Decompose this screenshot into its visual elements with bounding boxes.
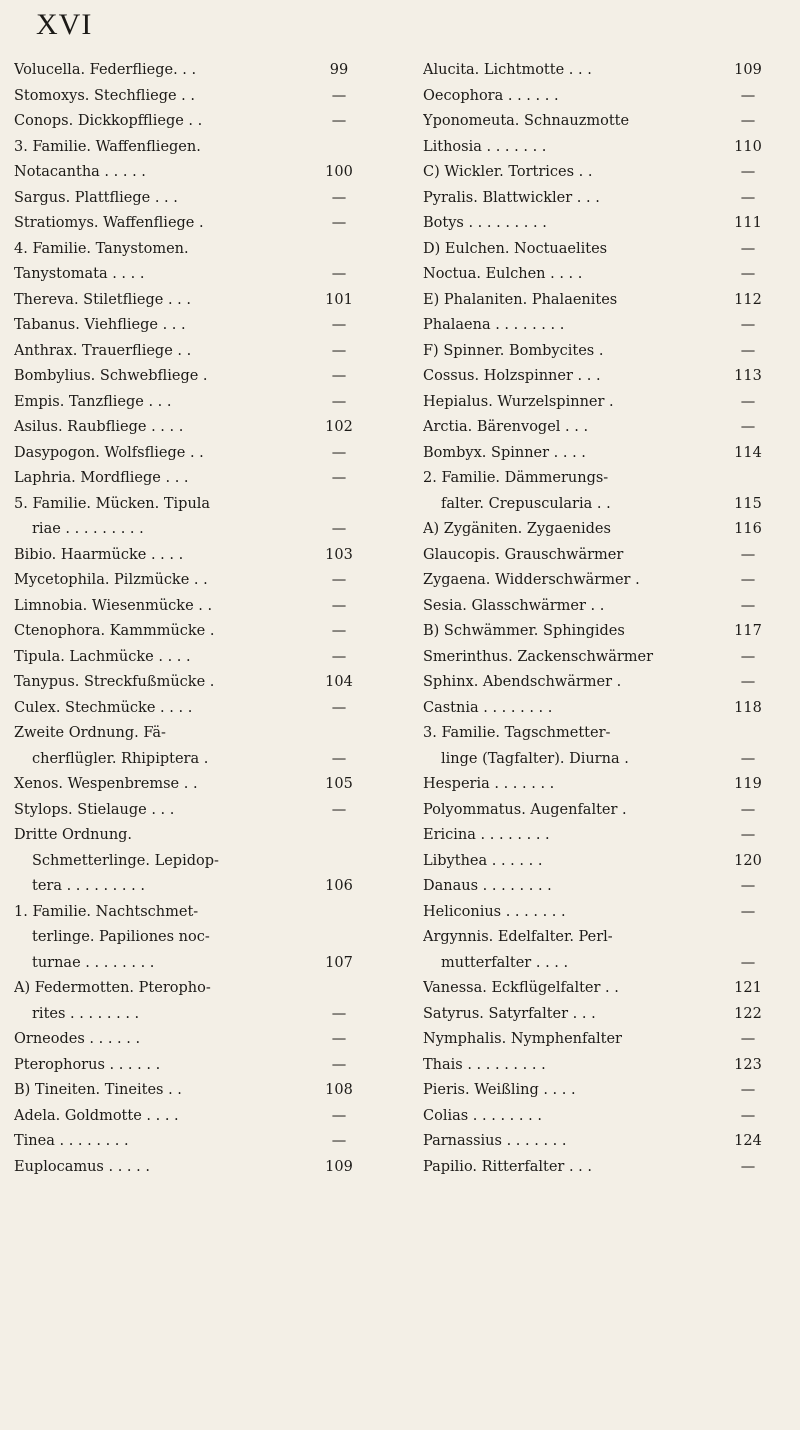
entry-page-number: — [740, 827, 756, 843]
index-entry [14, 925, 359, 951]
entry-text: Notacantha . . . . . [14, 164, 146, 180]
entry-text: rites . . . . . . . . [32, 1005, 140, 1022]
index-entry [423, 619, 768, 645]
entry-page-number: 105 [325, 776, 353, 792]
index-entry [14, 645, 359, 671]
index-entry [423, 517, 768, 543]
index-entry [423, 288, 768, 314]
index-entry [14, 186, 359, 212]
index-entry [14, 696, 359, 722]
entry-text: F) Spinner. Bombycites . [423, 342, 604, 359]
entry-text: Tanystomata . . . . [14, 266, 145, 282]
entry-page-number: 122 [734, 1005, 762, 1022]
index-entry [14, 951, 359, 977]
index-entry [14, 568, 359, 594]
entry-page-number: 100 [325, 164, 353, 180]
index-entry [423, 160, 768, 186]
index-entry [14, 1078, 359, 1104]
index-entry [423, 670, 768, 696]
entry-text: Stratiomys. Waffenfliege . [14, 215, 204, 231]
entry-page-number: — [740, 1031, 756, 1047]
entry-text: Tipula. Lachmücke . . . . [14, 648, 191, 665]
entry-page-number: — [740, 954, 756, 971]
entry-text: terlinge. Papiliones noc- [32, 929, 210, 945]
entry-page-number: 112 [734, 291, 762, 308]
entry-page-number: — [740, 878, 756, 894]
entry-page-number: 110 [734, 138, 762, 155]
entry-page-number: — [740, 801, 756, 818]
index-entry [14, 364, 359, 390]
entry-text: Culex. Stechmücke . . . . [14, 699, 193, 716]
entry-page-number: 118 [734, 699, 762, 716]
entry-page-number: 119 [734, 776, 762, 792]
entry-text: Lithosia . . . . . . . [423, 138, 547, 155]
entry-page-number: 102 [325, 419, 353, 435]
entry-page-number: — [331, 623, 347, 639]
entry-page-number: — [740, 317, 756, 333]
entry-page-number: 123 [734, 1056, 762, 1073]
entry-page-number: — [740, 674, 756, 690]
index-entry [423, 135, 768, 161]
entry-text: Danaus . . . . . . . . [423, 878, 552, 894]
index-entry [14, 415, 359, 441]
entry-text: Noctua. Eulchen . . . . [423, 266, 583, 282]
index-entry [423, 1053, 768, 1079]
index-entry [423, 339, 768, 365]
entry-page-number: — [331, 393, 347, 410]
entry-text: Adela. Goldmotte . . . . [14, 1107, 179, 1124]
entry-page-number: 99 [329, 62, 349, 78]
index-entry [423, 1078, 768, 1104]
entry-text: Stomoxys. Stechfliege . . [14, 87, 195, 104]
index-entry [423, 84, 768, 110]
entry-page-number: — [331, 317, 347, 333]
entry-text: Schmetterlinge. Lepidop- [32, 852, 219, 869]
entry-page-number: — [740, 189, 756, 206]
index-entry [14, 849, 359, 875]
entry-page-number: — [740, 1107, 756, 1124]
index-entry [14, 109, 359, 135]
index-entry [14, 58, 359, 84]
entry-text: Heliconius . . . . . . . [423, 903, 566, 920]
entry-page-number: 101 [325, 291, 353, 308]
index-entry [14, 237, 359, 263]
entry-page-number: 117 [734, 623, 762, 639]
index-entry [423, 721, 768, 747]
entry-page-number: — [331, 597, 347, 614]
entry-text: 3. Familie. Tagschmetter- [423, 725, 611, 741]
index-entry [14, 721, 359, 747]
entry-text: Satyrus. Satyrfalter . . . [423, 1005, 596, 1022]
index-entry [14, 1027, 359, 1053]
index-entry [14, 313, 359, 339]
entry-page-number: — [331, 1031, 347, 1047]
entry-page-number: — [740, 572, 756, 588]
index-entry [14, 900, 359, 926]
index-entry [14, 211, 359, 237]
entry-text: Thereva. Stiletfliege . . . [14, 291, 192, 308]
entry-text: Euplocamus . . . . . [14, 1158, 150, 1175]
index-entry [423, 900, 768, 926]
entry-text: Nymphalis. Nymphenfalter [423, 1031, 622, 1047]
index-entry [14, 823, 359, 849]
index-entry [423, 109, 768, 135]
index-entry [423, 441, 768, 467]
entry-page-number: 116 [734, 521, 762, 537]
entry-text: Glaucopis. Grauschwärmer [423, 546, 624, 563]
entry-text: 1. Familie. Nachtschmet- [14, 903, 199, 920]
entry-page-number: — [331, 215, 347, 231]
entry-text: Colias . . . . . . . . [423, 1107, 542, 1124]
entry-text: cherflügler. Rhipiptera . [32, 750, 209, 767]
entry-text: Castnia . . . . . . . . [423, 699, 553, 716]
index-entry [423, 951, 768, 977]
entry-text: linge (Tagfalter). Diurna . [441, 750, 629, 767]
entry-text: B) Tineiten. Tineites . . [14, 1082, 182, 1098]
entry-page-number: 111 [734, 215, 762, 231]
entry-text: riae . . . . . . . . . [32, 521, 144, 537]
entry-text: Tinea . . . . . . . . [14, 1133, 129, 1149]
entry-page-number: — [331, 470, 347, 486]
index-entry [423, 1104, 768, 1130]
entry-page-number: — [740, 903, 756, 920]
entry-text: Parnassius . . . . . . . [423, 1133, 567, 1149]
entry-text: C) Wickler. Tortrices . . [423, 164, 593, 180]
entry-text: mutterfalter . . . . [441, 954, 569, 971]
entry-page-number: 121 [734, 980, 762, 996]
entry-page-number: — [331, 1005, 347, 1022]
entry-page-number: — [740, 1082, 756, 1098]
entry-text: Sargus. Plattfliege . . . [14, 189, 178, 206]
index-entry [423, 58, 768, 84]
entry-page-number: 115 [734, 495, 762, 512]
entry-text: Hepialus. Wurzelspinner . [423, 393, 614, 410]
entry-text: 3. Familie. Waffenfliegen. [14, 138, 201, 155]
entry-text: 2. Familie. Dämmerungs- [423, 470, 609, 486]
index-entry [423, 1027, 768, 1053]
entry-text: Hesperia . . . . . . . [423, 776, 555, 792]
index-entry [14, 772, 359, 798]
index-entry [14, 339, 359, 365]
entry-text: A) Zygäniten. Zygaenides [423, 521, 611, 537]
index-entry [423, 237, 768, 263]
index-entry [423, 466, 768, 492]
entry-page-number: — [331, 113, 347, 129]
entry-page-number: — [740, 164, 756, 180]
index-entry [423, 415, 768, 441]
entry-text: Ericina . . . . . . . . [423, 827, 550, 843]
index-entry [423, 1155, 768, 1181]
entry-page-number: 109 [734, 62, 762, 78]
entry-text: 4. Familie. Tanystomen. [14, 240, 189, 257]
entry-page-number: — [740, 648, 756, 665]
index-entry [423, 1129, 768, 1155]
index-entry [14, 135, 359, 161]
entry-text: Asilus. Raubfliege . . . . [14, 419, 184, 435]
index-entry [14, 747, 359, 773]
index-entry [14, 594, 359, 620]
index-entry [423, 874, 768, 900]
index-entry [423, 543, 768, 569]
entry-text: Bombylius. Schwebfliege . [14, 368, 208, 384]
entry-text: Limnobia. Wiesenmücke . . [14, 597, 213, 614]
entry-text: Oecophora . . . . . . [423, 87, 559, 104]
entry-page-number: — [331, 521, 347, 537]
entry-page-number: — [740, 342, 756, 359]
index-entry [423, 313, 768, 339]
entry-page-number: — [331, 648, 347, 665]
entry-text: falter. Crepuscularia . . [441, 495, 611, 512]
entry-page-number: — [740, 419, 756, 435]
entry-text: Alucita. Lichtmotte . . . [423, 62, 592, 78]
entry-text: Zweite Ordnung. Fä- [14, 725, 166, 741]
entry-text: Arctia. Bärenvogel . . . [423, 419, 589, 435]
entry-page-number: — [740, 546, 756, 563]
index-entry [14, 1129, 359, 1155]
entry-text: Dasypogon. Wolfsfliege . . [14, 444, 204, 461]
index-entry [423, 492, 768, 518]
index-entry [14, 798, 359, 824]
entry-text: Orneodes . . . . . . [14, 1031, 141, 1047]
index-entry [14, 262, 359, 288]
index-entry [14, 1053, 359, 1079]
entry-text: Empis. Tanzfliege . . . [14, 393, 172, 410]
index-entry [423, 798, 768, 824]
entry-page-number: — [331, 444, 347, 461]
entry-page-number: — [331, 368, 347, 384]
entry-text: Polyommatus. Augenfalter . [423, 801, 627, 818]
entry-text: Papilio. Ritterfalter . . . [423, 1158, 593, 1175]
entry-text: Dritte Ordnung. [14, 827, 133, 843]
entry-text: Smerinthus. Zackenschwärmer [423, 648, 654, 665]
index-entry [14, 1104, 359, 1130]
entry-page-number: — [740, 240, 756, 257]
entry-text: Tabanus. Viehfliege . . . [14, 317, 186, 333]
entry-text: Stylops. Stielauge . . . [14, 801, 175, 818]
index-entry [423, 186, 768, 212]
entry-text: Cossus. Holzspinner . . . [423, 368, 601, 384]
entry-page-number: — [331, 1056, 347, 1073]
index-entry [423, 211, 768, 237]
page-number: XVI [36, 8, 93, 41]
entry-page-number: 120 [734, 852, 762, 869]
index-entry [423, 1002, 768, 1028]
entry-text: Xenos. Wespenbremse . . [14, 776, 198, 792]
entry-text: Anthrax. Trauerfliege . . [14, 342, 192, 359]
index-entry [423, 823, 768, 849]
entry-page-number: — [740, 266, 756, 282]
index-column-left [14, 58, 359, 1180]
entry-text: E) Phalaniten. Phalaenites [423, 291, 618, 308]
entry-page-number: 107 [325, 954, 353, 971]
entry-page-number: 103 [325, 546, 353, 563]
index-entry [14, 670, 359, 696]
entry-text: Conops. Dickkopffliege . . [14, 113, 203, 129]
index-entry [14, 976, 359, 1002]
index-entry [423, 696, 768, 722]
entry-page-number: — [740, 393, 756, 410]
entry-text: D) Eulchen. Noctuaelites [423, 240, 608, 257]
entry-text: Pieris. Weißling . . . . [423, 1082, 576, 1098]
entry-text: Phalaena . . . . . . . . [423, 317, 565, 333]
entry-text: Argynnis. Edelfalter. Perl- [423, 929, 613, 945]
index-entry [14, 874, 359, 900]
entry-page-number: 108 [325, 1082, 353, 1098]
entry-text: Volucella. Federfliege. . . [14, 62, 197, 78]
entry-page-number: 106 [325, 878, 353, 894]
entry-text: Tanypus. Streckfußmücke . [14, 674, 215, 690]
entry-text: Mycetophila. Pilzmücke . . [14, 572, 208, 588]
entry-text: Ctenophora. Kammmücke . [14, 623, 215, 639]
index-entry [423, 976, 768, 1002]
entry-page-number: — [331, 1107, 347, 1124]
index-entry [423, 925, 768, 951]
index-column-right [423, 58, 768, 1180]
index-entry [14, 1002, 359, 1028]
entry-text: B) Schwämmer. Sphingides [423, 623, 625, 639]
index-entry [14, 543, 359, 569]
entry-text: Zygaena. Widderschwärmer . [423, 572, 640, 588]
entry-page-number: — [331, 699, 347, 716]
index-entry [14, 441, 359, 467]
entry-page-number: — [740, 750, 756, 767]
entry-page-number: 114 [734, 444, 762, 461]
entry-text: A) Federmotten. Pteropho- [14, 980, 211, 996]
index-entry [14, 1155, 359, 1181]
entry-page-number: — [331, 750, 347, 767]
entry-page-number: — [331, 266, 347, 282]
entry-text: turnae . . . . . . . . [32, 954, 155, 971]
entry-page-number: — [331, 572, 347, 588]
entry-page-number: — [331, 801, 347, 818]
entry-text: tera . . . . . . . . . [32, 878, 145, 894]
index-entry [14, 160, 359, 186]
index-entry [423, 645, 768, 671]
entry-page-number: — [331, 1133, 347, 1149]
entry-text: Bombyx. Spinner . . . . [423, 444, 586, 461]
entry-page-number: 109 [325, 1158, 353, 1175]
entry-page-number: — [740, 113, 756, 129]
index-entry [14, 466, 359, 492]
entry-page-number: — [740, 1158, 756, 1175]
entry-text: Bibio. Haarmücke . . . . [14, 546, 184, 563]
entry-text: Vanessa. Eckflügelfalter . . [423, 980, 619, 996]
index-entry [423, 262, 768, 288]
index-entry [423, 364, 768, 390]
entry-text: Thais . . . . . . . . . [423, 1056, 546, 1073]
index-entry [423, 568, 768, 594]
entry-page-number: — [331, 342, 347, 359]
entry-page-number: — [331, 87, 347, 104]
entry-text: Pterophorus . . . . . . [14, 1056, 161, 1073]
index-entry [423, 390, 768, 416]
index-entry [423, 747, 768, 773]
index-entry [14, 492, 359, 518]
entry-text: Yponomeuta. Schnauzmotte [423, 113, 630, 129]
entry-text: Botys . . . . . . . . . [423, 215, 547, 231]
entry-text: Libythea . . . . . . [423, 852, 543, 869]
entry-text: Laphria. Mordfliege . . . [14, 470, 189, 486]
index-entry [14, 84, 359, 110]
index-entry [14, 619, 359, 645]
index-entry [423, 594, 768, 620]
entry-text: Pyralis. Blattwickler . . . [423, 189, 600, 206]
index-entry [423, 849, 768, 875]
entry-page-number: 104 [325, 674, 353, 690]
entry-page-number: 124 [734, 1133, 762, 1149]
index-entry [14, 390, 359, 416]
entry-page-number: — [331, 189, 347, 206]
entry-page-number: 113 [734, 368, 762, 384]
entry-page-number: — [740, 597, 756, 614]
index-entry [14, 517, 359, 543]
entry-text: 5. Familie. Mücken. Tipula [14, 495, 211, 512]
entry-text: Sphinx. Abendschwärmer . [423, 674, 622, 690]
entry-page-number: — [740, 87, 756, 104]
index-entry [423, 772, 768, 798]
entry-text: Sesia. Glasschwärmer . . [423, 597, 605, 614]
index-entry [14, 288, 359, 314]
